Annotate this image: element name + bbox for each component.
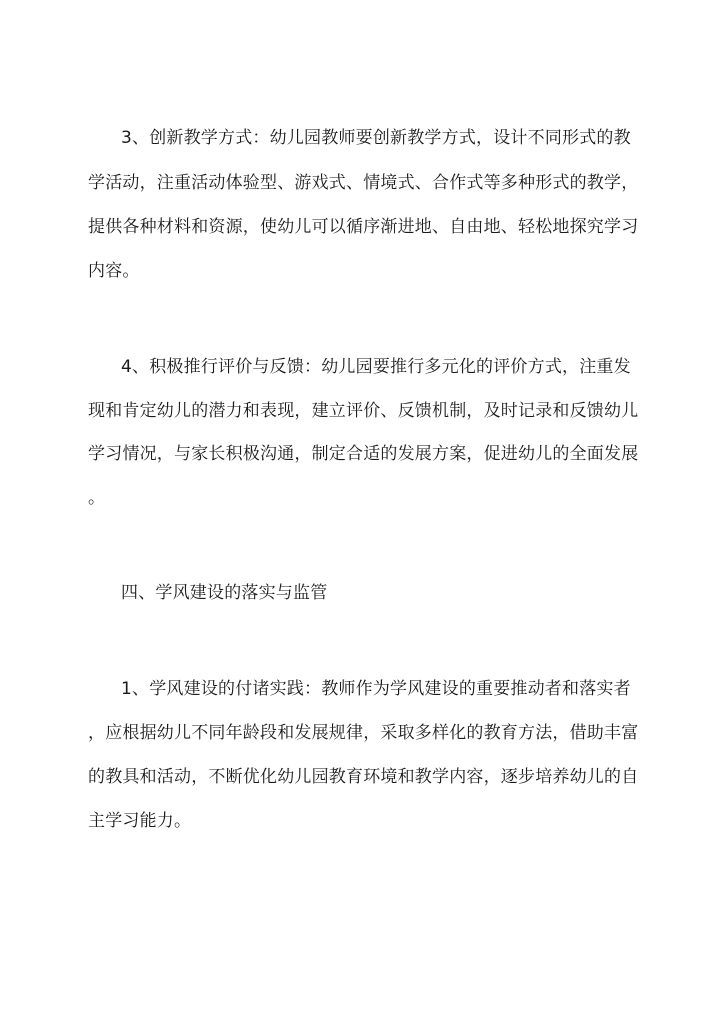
paragraph-5-line-1: 1、学风建设的付诸实践：教师作为学风建设的重要推动者和落实者 bbox=[121, 679, 631, 699]
section-heading: 四、学风建设的落实与监管 bbox=[121, 583, 328, 603]
paragraph-4-line-2: 现和肯定幼儿的潜力和表现，建立评价、反馈机制，及时记录和反馈幼儿 bbox=[88, 401, 639, 421]
paragraph-3-line-2: 学活动，注重活动体验型、游戏式、情境式、合作式等多种形式的教学， bbox=[88, 173, 639, 193]
paragraph-3-line-4: 内容。 bbox=[88, 261, 140, 281]
paragraph-4-line-4: 。 bbox=[88, 488, 106, 508]
paragraph-5-line-4: 主学习能力。 bbox=[88, 811, 192, 831]
paragraph-4-line-3: 学习情况，与家长积极沟通，制定合适的发展方案，促进幼儿的全面发展 bbox=[88, 444, 639, 464]
paragraph-3-line-3: 提供各种材料和资源，使幼儿可以循序渐进地、自由地、轻松地探究学习 bbox=[88, 217, 639, 237]
paragraph-5-line-3: 的教具和活动，不断优化幼儿园教育环境和教学内容，逐步培养幼儿的自 bbox=[88, 767, 639, 787]
paragraph-3-line-1: 3、创新教学方式：幼儿园教师要创新教学方式，设计不同形式的教 bbox=[121, 128, 631, 148]
paragraph-4-line-1: 4、积极推行评价与反馈：幼儿园要推行多元化的评价方式，注重发 bbox=[121, 357, 631, 377]
paragraph-5-line-2: ，应根据幼儿不同年龄段和发展规律，采取多样化的教育方法，借助丰富 bbox=[88, 723, 639, 743]
